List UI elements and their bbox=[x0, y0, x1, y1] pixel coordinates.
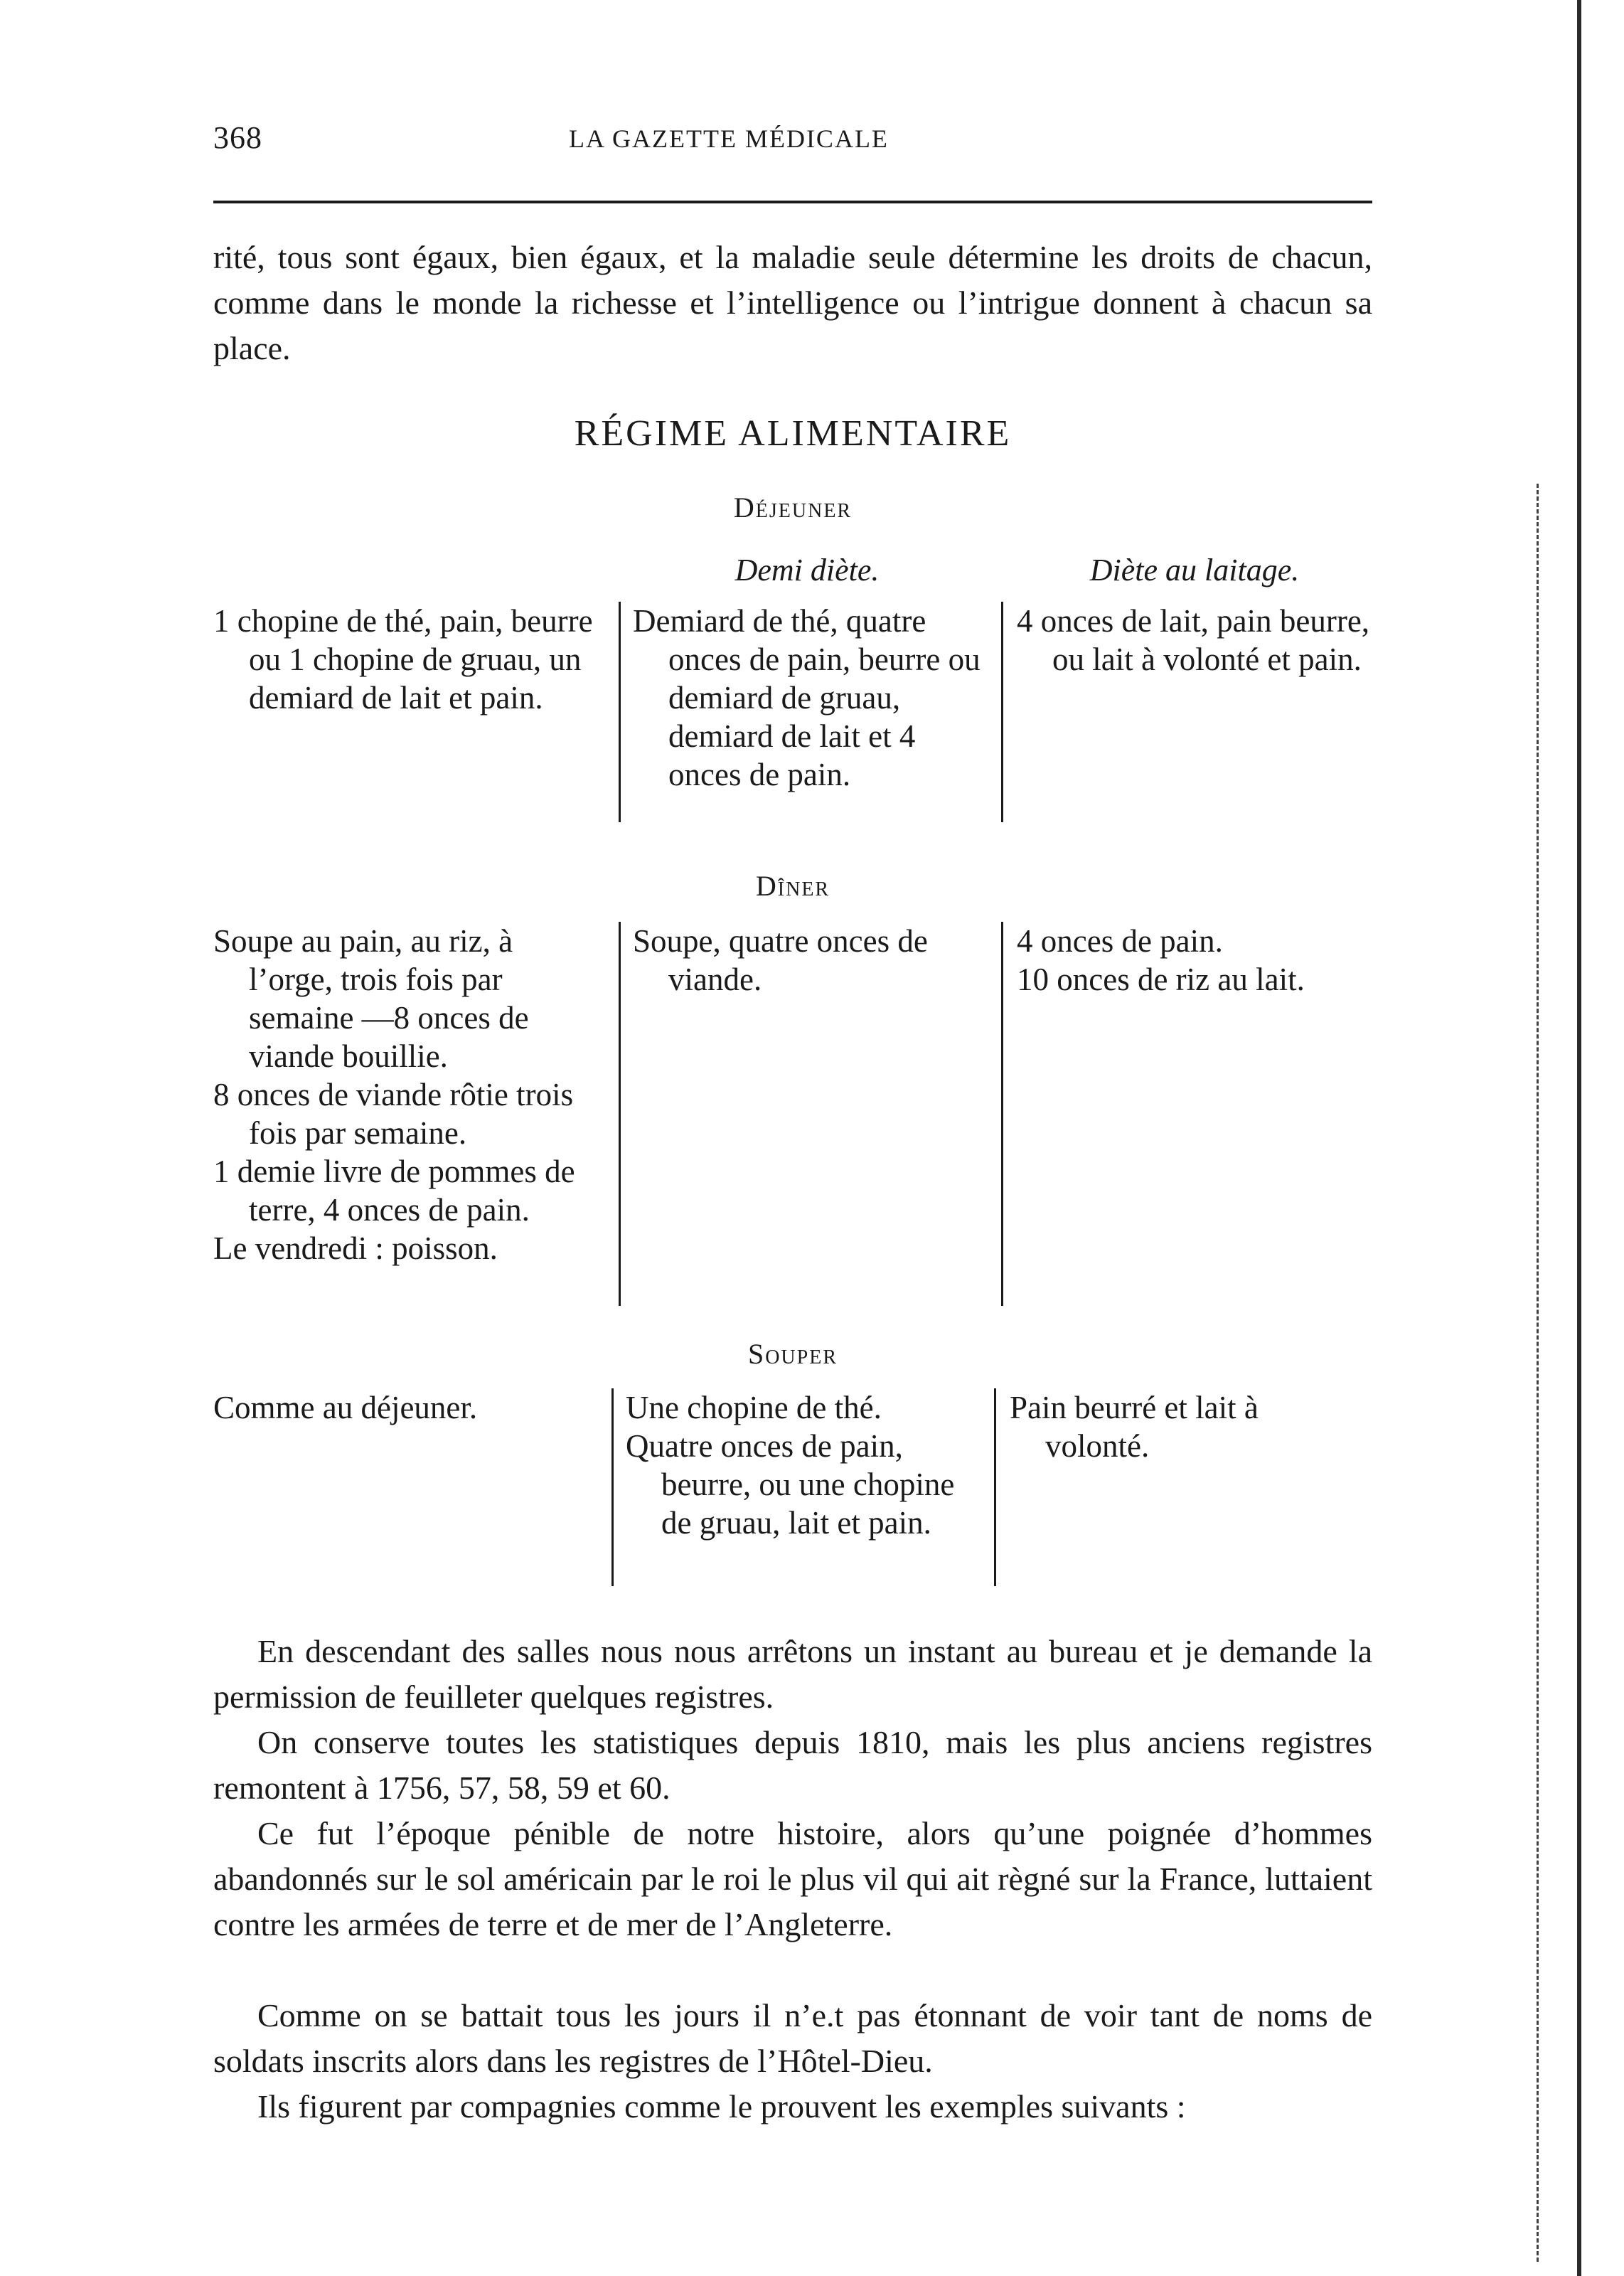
body-paragraph: En descendant des salles nous nous arrêtons un instant au bureau et je demande la permission de feuilleter quelques registres. bbox=[213, 1633, 1372, 1715]
page-binding-edge bbox=[1577, 0, 1581, 2276]
dejeuner-col1-line: 1 chopine de thé, pain, beurre ou 1 chopine de gruau, un demiard de lait et pain. bbox=[213, 603, 593, 716]
souper-col3 bbox=[1010, 1388, 1365, 1465]
meal-row-diner bbox=[213, 922, 1372, 1320]
section-title: RÉGIME ALIMENTAIRE bbox=[574, 413, 1012, 454]
body-paragraph: Ils figurent par compagnies comme le prouvent les exemples suivants : bbox=[257, 2088, 1186, 2125]
diner-col2-line: Soupe, quatre onces de viande. bbox=[633, 923, 928, 997]
column-divider bbox=[994, 1388, 996, 1586]
column-divider bbox=[619, 602, 621, 822]
souper-col1 bbox=[213, 1388, 604, 1427]
page-binding-shadow bbox=[1537, 484, 1539, 2262]
diner-col1-line: 8 onces de viande rôtie trois fois par semaine. bbox=[213, 1077, 574, 1151]
column-divider bbox=[1001, 922, 1003, 1306]
running-head bbox=[213, 119, 1372, 169]
page-number: 368 bbox=[213, 120, 262, 155]
intro-paragraph: rité, tous sont égaux, bien égaux, et la maladie seule détermine les droits de chacun, comme dans le monde la richesse et l’intelligence ou l’intrigue donnent à chacun sa place. bbox=[213, 239, 1372, 366]
diner-col1-line: Le vendredi : poisson. bbox=[213, 1230, 498, 1266]
column-header-diete-laitage: Diète au laitage. bbox=[1089, 553, 1300, 587]
dejeuner-col1 bbox=[213, 602, 604, 717]
souper-col3-line: Pain beurré et lait à volonté. bbox=[1010, 1390, 1259, 1464]
diner-col1-line: 1 demie livre de pommes de terre, 4 onces de pain. bbox=[213, 1154, 575, 1228]
header-rule bbox=[213, 201, 1372, 203]
meal-row-dejeuner bbox=[213, 602, 1372, 836]
dejeuner-col2 bbox=[633, 602, 981, 794]
diner-col1-line: Soupe au pain, au riz, à l’orge, trois fois par semaine —8 onces de viande bouillie. bbox=[213, 923, 529, 1074]
souper-col2 bbox=[626, 1388, 974, 1542]
meal-title-souper: Souper bbox=[747, 1338, 838, 1370]
journal-title: LA GAZETTE MÉDICALE bbox=[569, 124, 889, 153]
dejeuner-col3 bbox=[1017, 602, 1372, 679]
book-page bbox=[213, 0, 1372, 2276]
diner-col2 bbox=[633, 922, 981, 999]
body-paragraph: Comme on se battait tous les jours il n’e.t pas étonnant de voir tant de noms de soldats inscrits alors dans les registres de l’Hôtel-Dieu. bbox=[213, 1997, 1372, 2079]
body-paragraph: Ce fut l’époque pénible de notre histoire, alors qu’une poignée d’hommes abandonnés sur le sol américain par le roi le plus vil qui ait règné sur la France, luttaient contre les armées de terre et de mer de l’Angleterre. bbox=[213, 1815, 1372, 1942]
souper-col2-line: Une chopine de thé. bbox=[626, 1390, 882, 1425]
column-divider bbox=[611, 1388, 614, 1586]
diner-col3-line: 10 onces de riz au lait. bbox=[1017, 962, 1305, 997]
column-divider bbox=[1001, 602, 1003, 822]
souper-col1-line: Comme au déjeuner. bbox=[213, 1390, 478, 1425]
dejeuner-col3-line: 4 onces de lait, pain beurre, ou lait à volonté et pain. bbox=[1017, 603, 1370, 677]
column-header-demi-diete: Demi diète. bbox=[734, 553, 880, 587]
souper-col2-line: Quatre onces de pain, beurre, ou une chopine de gruau, lait et pain. bbox=[626, 1428, 955, 1541]
diner-col3 bbox=[1017, 922, 1372, 999]
meal-title-dejeuner: Déjeuner bbox=[733, 491, 853, 523]
meal-title-diner: Dîner bbox=[755, 870, 830, 902]
meal-row-souper bbox=[213, 1388, 1372, 1595]
column-divider bbox=[619, 922, 621, 1306]
diner-col3-line: 4 onces de pain. bbox=[1017, 923, 1223, 959]
dejeuner-col2-line: Demiard de thé, quatre onces de pain, beurre ou demiard de gruau, demiard de lait et 4 onces de pain. bbox=[633, 603, 981, 792]
diner-col1 bbox=[213, 922, 604, 1267]
body-paragraph: On conserve toutes les statistiques depuis 1810, mais les plus anciens registres remontent à 1756, 57, 58, 59 et 60. bbox=[213, 1724, 1372, 1806]
